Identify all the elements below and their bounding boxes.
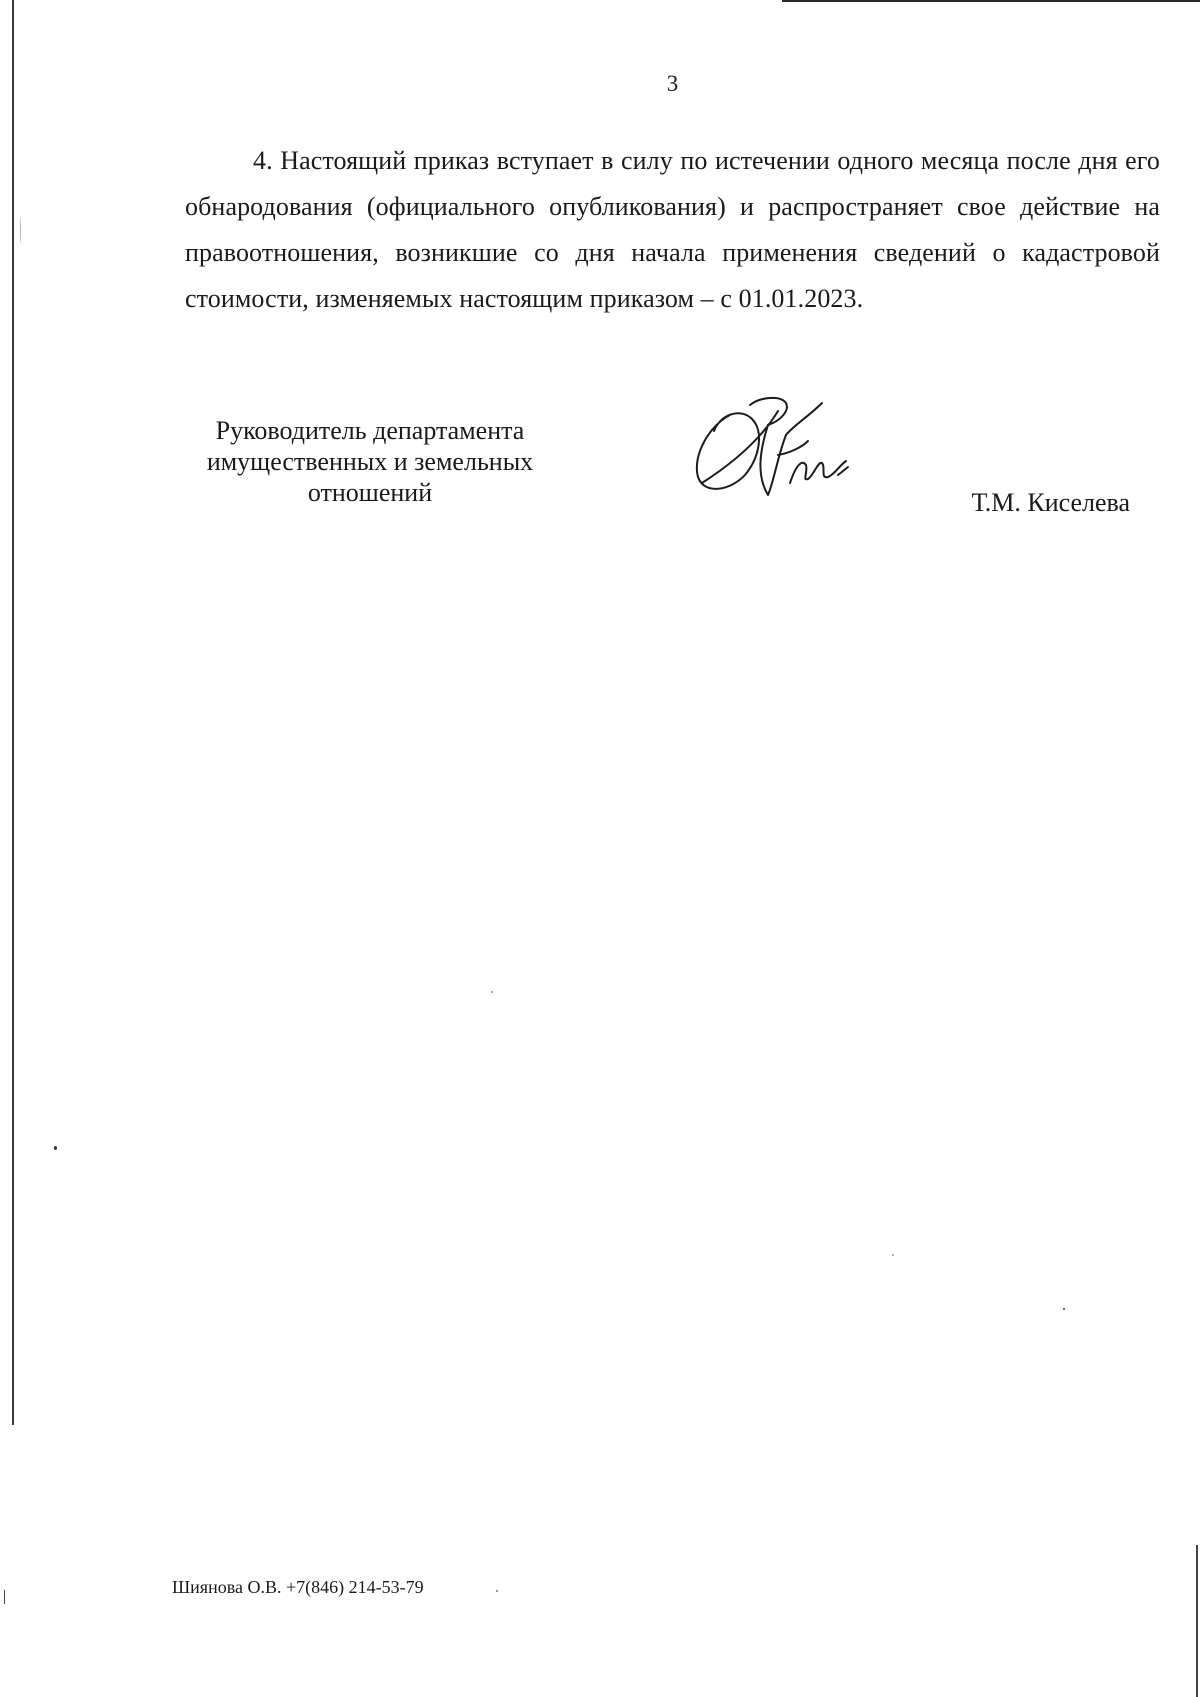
- scan-edge-tick: [4, 1590, 5, 1604]
- signatory-position-line: отношений: [307, 478, 433, 507]
- signatory-position: [165, 415, 575, 508]
- scan-edge-line-top: [782, 0, 1200, 2]
- signatory-position-line: Руководитель департамента: [215, 416, 525, 445]
- scan-speck: [20, 216, 21, 244]
- scan-edge-line-right: [1196, 1545, 1198, 1697]
- executor-contact: Шиянова О.В. +7(846) 214-53-79: [172, 1577, 424, 1597]
- scan-speck: [491, 991, 493, 993]
- scan-speck: [54, 1146, 57, 1150]
- handwritten-signature: [690, 395, 870, 505]
- signatory-position-line: имущественных и земельных: [206, 447, 534, 476]
- signatory-name: Т.М. Киселева: [971, 488, 1130, 517]
- scan-speck: [892, 1254, 894, 1256]
- body-paragraph: 4. Настоящий приказ вступает в силу по истечении одного месяца после дня его обнародования (официального опубликования) и распространяет свое действие на правоотношения, возникшие со дня начала применения сведений о кадастровой стоимости, изменяемых настоящим приказом – с 01.01.2023.: [185, 146, 1160, 313]
- scan-edge-line-left: [12, 0, 14, 1425]
- page-number: 3: [666, 71, 679, 96]
- scan-speck: [496, 1590, 498, 1592]
- scan-speck: [1063, 1308, 1065, 1310]
